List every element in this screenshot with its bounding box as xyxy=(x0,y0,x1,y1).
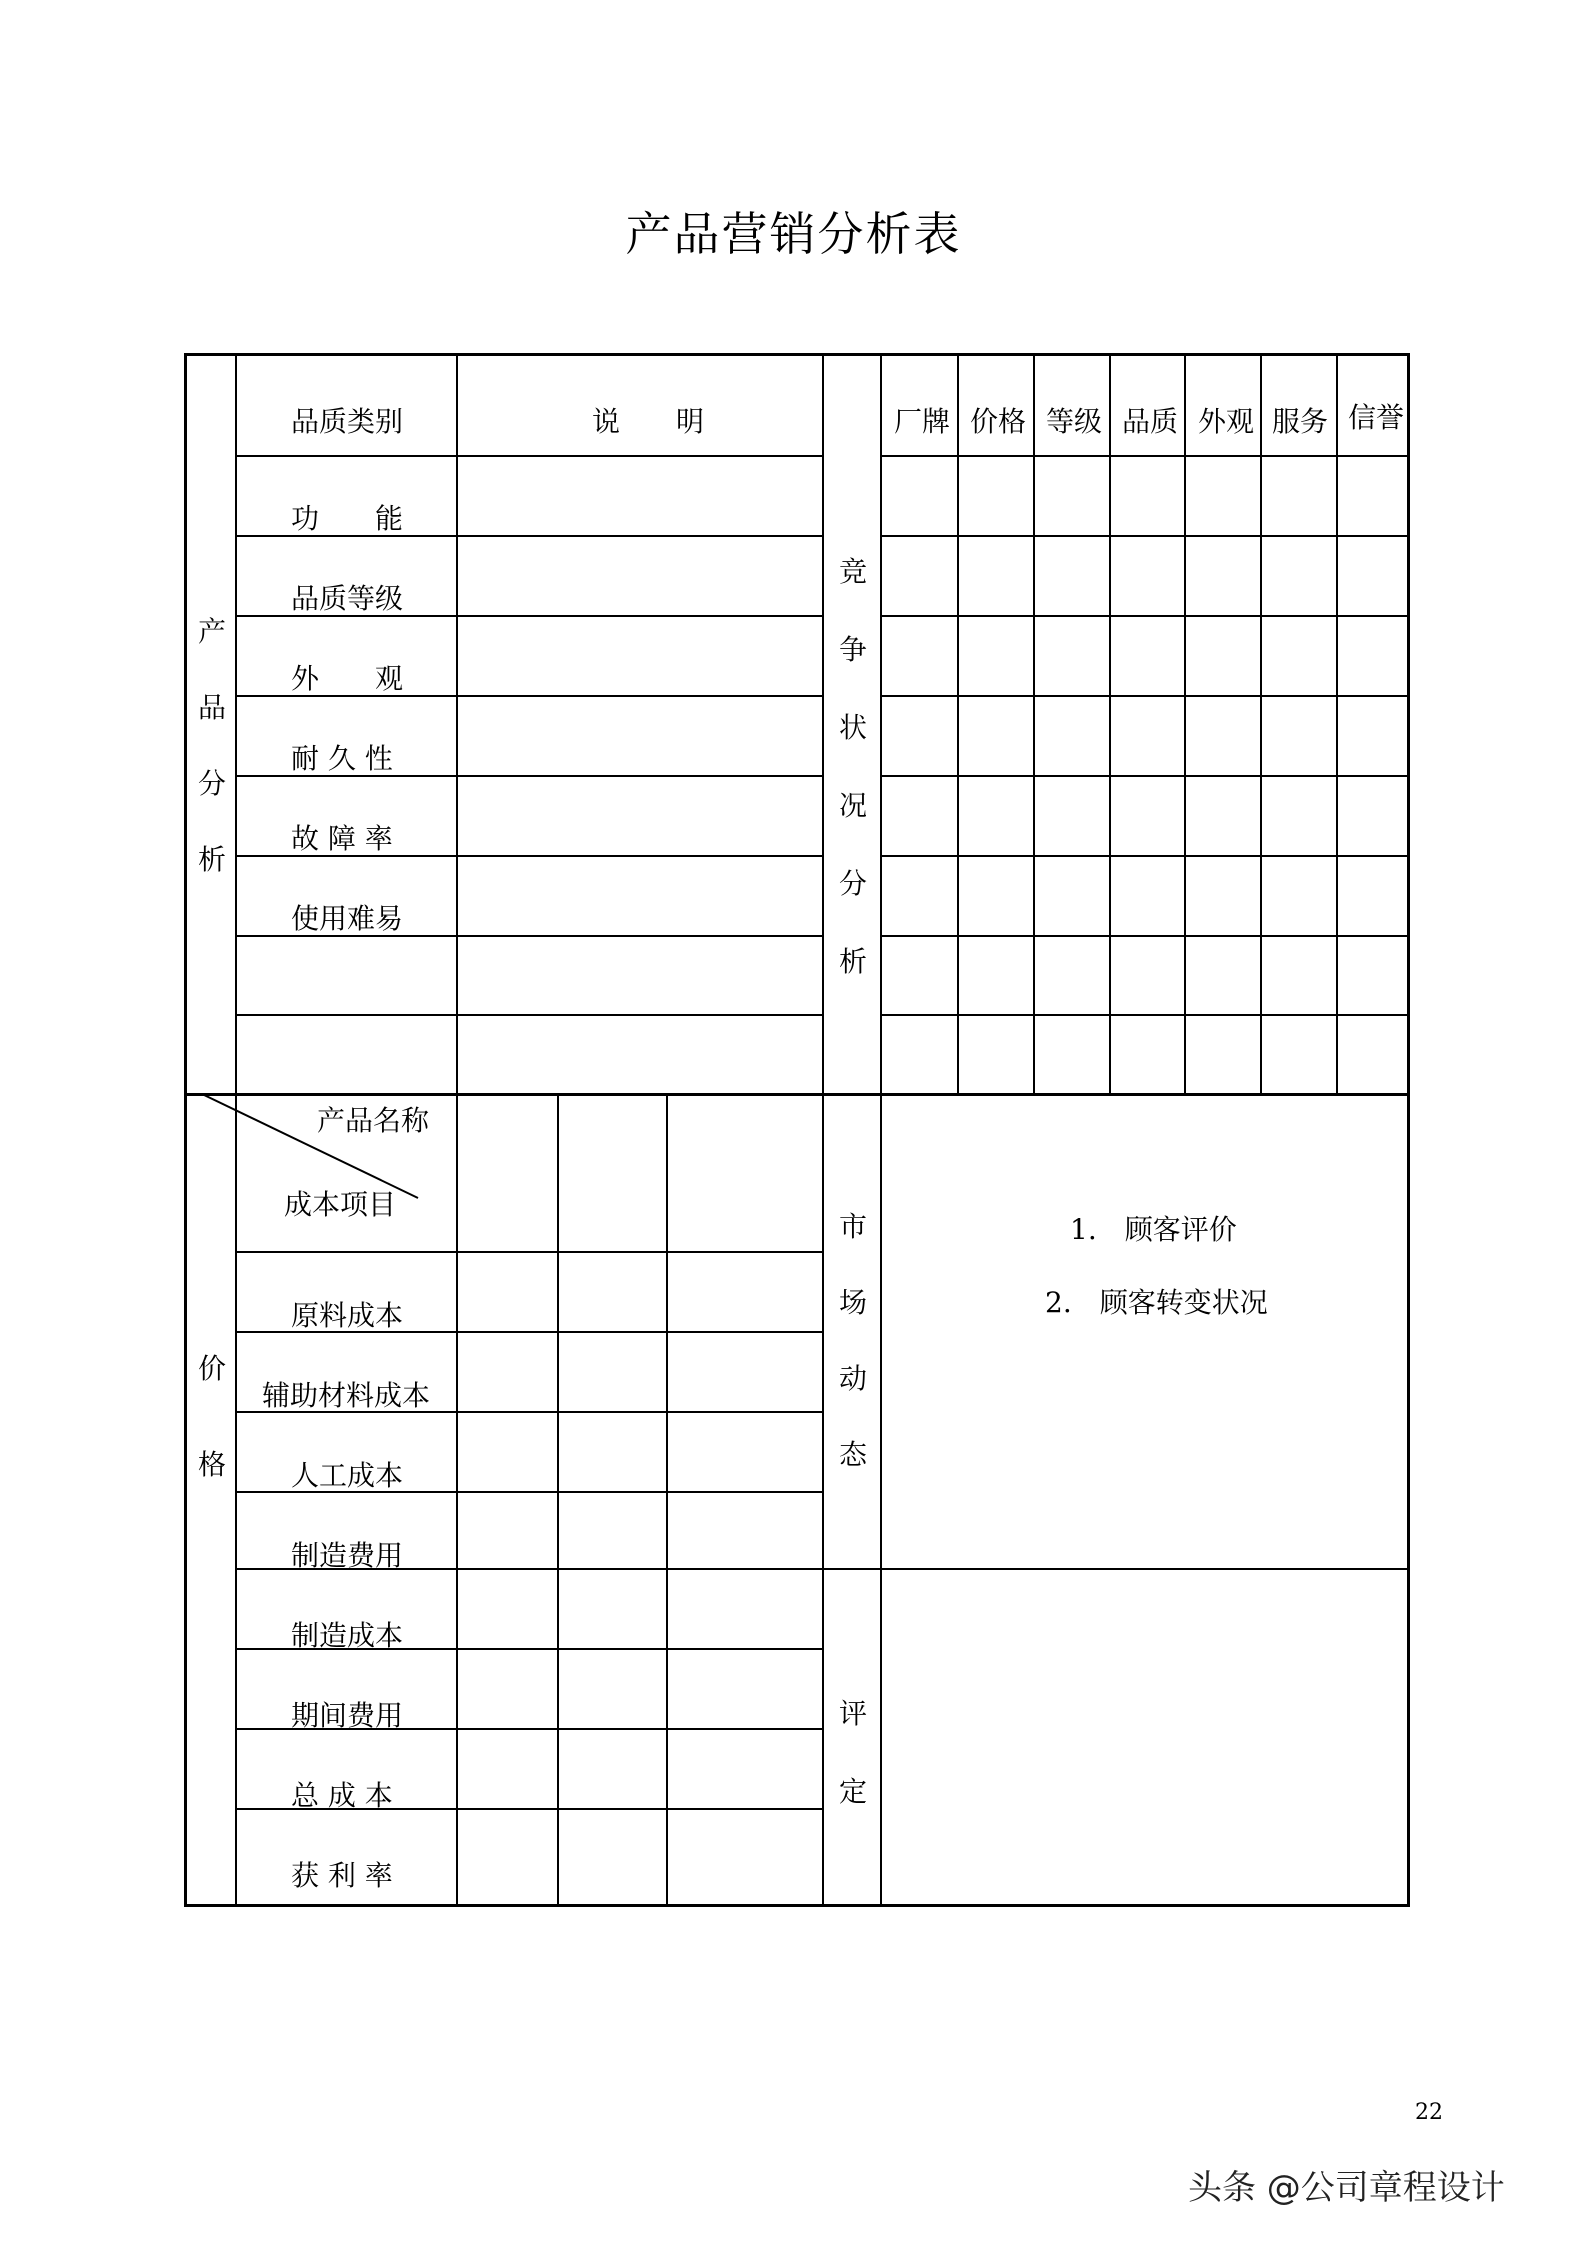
watermark: 头条 @公司章程设计 xyxy=(1188,2168,1505,2208)
side-char: 市 xyxy=(838,1210,867,1243)
cost-row-label: 原料成本 xyxy=(291,1299,404,1332)
side-char: 格 xyxy=(197,1448,226,1481)
side-char: 价 xyxy=(197,1352,226,1385)
cost-row-label: 总 成 本 xyxy=(291,1779,393,1812)
side-char: 评 xyxy=(838,1697,867,1730)
quality-row-label: 品质等级 xyxy=(291,582,404,615)
side-char: 析 xyxy=(197,843,226,876)
side-char: 品 xyxy=(197,691,226,724)
side-char: 产 xyxy=(197,615,226,648)
side-char: 争 xyxy=(838,633,867,666)
cost-row-label: 人工成本 xyxy=(291,1459,404,1492)
side-char: 场 xyxy=(838,1286,867,1319)
side-char: 竞 xyxy=(838,555,867,588)
competition-header-grade: 等级 xyxy=(1046,405,1103,438)
quality-row-label: 使用难易 xyxy=(291,902,404,935)
competition-header-appearance: 外观 xyxy=(1198,405,1255,438)
quality-row-label: 故 障 率 xyxy=(291,822,393,855)
cost-row-label: 期间费用 xyxy=(291,1699,404,1732)
competition-header-price: 价格 xyxy=(970,405,1027,438)
side-char: 分 xyxy=(838,867,867,900)
quality-category-header: 品质类别 xyxy=(291,405,404,438)
competition-header-brand: 厂牌 xyxy=(894,405,951,438)
market-item: 2. 顾客转变状况 xyxy=(1045,1286,1268,1319)
page-title: 产品营销分析表 xyxy=(625,207,962,261)
quality-row-label: 耐 久 性 xyxy=(291,742,393,775)
cost-row-label: 辅助材料成本 xyxy=(262,1379,431,1412)
product-name-corner-label: 产品名称 xyxy=(317,1104,430,1137)
cost-item-corner-label: 成本项目 xyxy=(284,1188,397,1221)
competition-header-service: 服务 xyxy=(1272,405,1329,438)
side-char: 定 xyxy=(838,1775,867,1808)
side-char: 动 xyxy=(838,1362,867,1395)
competition-header-quality: 品质 xyxy=(1122,405,1179,438)
description-header: 说 明 xyxy=(592,405,705,438)
side-char: 况 xyxy=(838,789,867,822)
page-number: 22 xyxy=(1415,2100,1443,2125)
side-char: 状 xyxy=(838,711,867,744)
side-char: 分 xyxy=(197,767,226,800)
cost-row-label: 获 利 率 xyxy=(291,1859,393,1892)
cost-row-label: 制造费用 xyxy=(291,1539,404,1572)
market-item: 1. 顾客评价 xyxy=(1070,1213,1237,1246)
side-char: 态 xyxy=(838,1438,867,1471)
quality-row-label: 外 观 xyxy=(291,662,404,695)
side-char: 析 xyxy=(838,945,867,978)
corner-diagonal-line xyxy=(202,1094,418,1198)
cost-row-label: 制造成本 xyxy=(291,1619,404,1652)
quality-row-label: 功 能 xyxy=(291,502,404,535)
competition-header-reputation: 信誉 xyxy=(1348,401,1405,434)
